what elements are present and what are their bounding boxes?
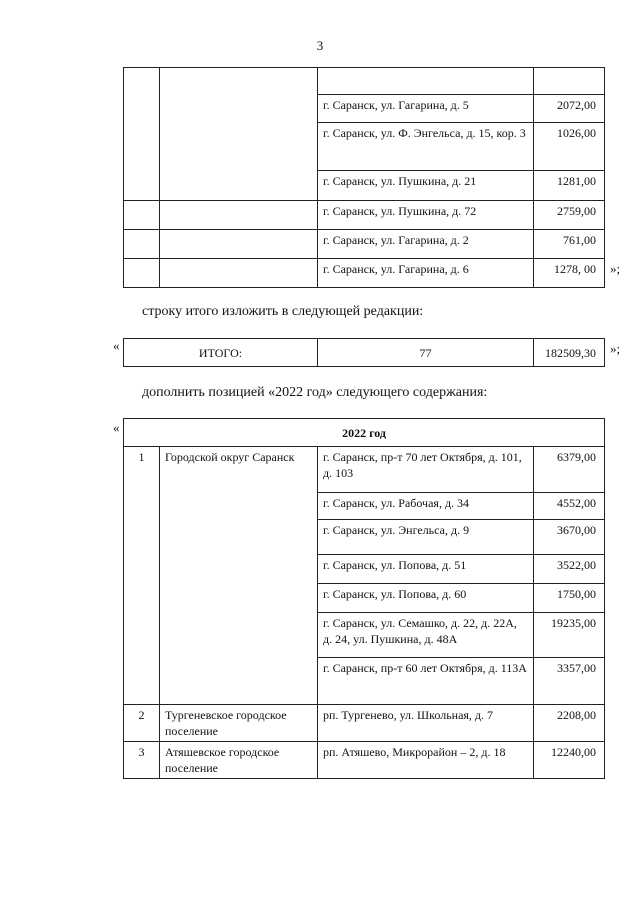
table-row <box>124 201 605 230</box>
table-row <box>124 230 605 259</box>
paragraph-total-edit: строку итого изложить в следующей редакции: <box>142 304 424 319</box>
value-cell: 1281,00 <box>534 171 605 201</box>
value-cell: 12240,00 <box>534 742 605 779</box>
address-cell: г. Саранск, пр-т 60 лет Октября, д. 113А <box>318 658 534 705</box>
table-row <box>124 742 605 779</box>
open-quote: « <box>113 338 120 353</box>
value-cell: 3522,00 <box>534 555 605 584</box>
table-row <box>124 171 605 201</box>
value-cell: 2759,00 <box>534 201 605 230</box>
page-number: 3 <box>316 38 324 53</box>
address-cell: г. Саранск, ул. Гагарина, д. 5 <box>318 95 534 123</box>
total-count: 77 <box>318 339 534 367</box>
value-cell: 3670,00 <box>534 520 605 555</box>
table-row <box>124 68 605 95</box>
address-cell: г. Саранск, ул. Гагарина, д. 2 <box>318 230 534 259</box>
total-row <box>124 339 605 367</box>
municipality-name: Тургеневское городское поселение <box>160 705 318 742</box>
row-number: 1 <box>124 447 160 705</box>
total-sum: 182509,30 <box>534 339 605 367</box>
address-cell: г. Саранск, ул. Ф. Энгельса, д. 15, кор. 3 <box>318 123 534 171</box>
table-row <box>124 705 605 742</box>
address-cell: г. Саранск, ул. Семашко, д. 22, д. 22А, д. 24, ул. Пушкина, д. 48А <box>318 613 534 658</box>
value-cell: 1278, 00 <box>534 259 605 288</box>
address-cell: г. Саранск, ул. Рабочая, д. 34 <box>318 493 534 520</box>
value-cell: 2072,00 <box>534 95 605 123</box>
paragraph-add-position: дополнить позицией «2022 год» следующего содержания: <box>142 385 488 400</box>
open-quote: « <box>113 420 120 435</box>
value-cell: 4552,00 <box>534 493 605 520</box>
address-cell: г. Саранск, ул. Энгельса, д. 9 <box>318 520 534 555</box>
value-cell: 1026,00 <box>534 123 605 171</box>
value-cell: 1750,00 <box>534 584 605 613</box>
total-label: ИТОГО: <box>124 339 318 367</box>
table-2022 <box>123 418 605 779</box>
address-cell: г. Саранск, ул. Пушкина, д. 72 <box>318 201 534 230</box>
value-cell: 6379,00 <box>534 447 605 493</box>
address-cell: г. Саранск, ул. Попова, д. 51 <box>318 555 534 584</box>
row-number: 3 <box>124 742 160 779</box>
row-number: 2 <box>124 705 160 742</box>
table-row <box>124 259 605 288</box>
value-cell: 19235,00 <box>534 613 605 658</box>
municipality-name: Атяшевское городское поселение <box>160 742 318 779</box>
table-row <box>124 123 605 171</box>
address-cell: г. Саранск, пр-т 70 лет Октября, д. 101, д. 103 <box>318 447 534 493</box>
address-cell: г. Саранск, ул. Попова, д. 60 <box>318 584 534 613</box>
year-header: 2022 год <box>124 419 605 447</box>
total-table <box>123 338 605 367</box>
table-header-row <box>124 419 605 447</box>
close-quote: »; <box>610 341 621 356</box>
continuation-table <box>123 67 605 288</box>
table-row <box>124 447 605 493</box>
close-quote: »; <box>610 261 621 276</box>
address-cell: г. Саранск, ул. Гагарина, д. 6 <box>318 259 534 288</box>
address-cell: рп. Тургенево, ул. Школьная, д. 7 <box>318 705 534 742</box>
table-row <box>124 95 605 123</box>
address-cell: г. Саранск, ул. Пушкина, д. 21 <box>318 171 534 201</box>
municipality-name: Городской округ Саранск <box>160 447 318 705</box>
value-cell: 761,00 <box>534 230 605 259</box>
address-cell: рп. Атяшево, Микрорайон – 2, д. 18 <box>318 742 534 779</box>
value-cell: 3357,00 <box>534 658 605 705</box>
value-cell: 2208,00 <box>534 705 605 742</box>
